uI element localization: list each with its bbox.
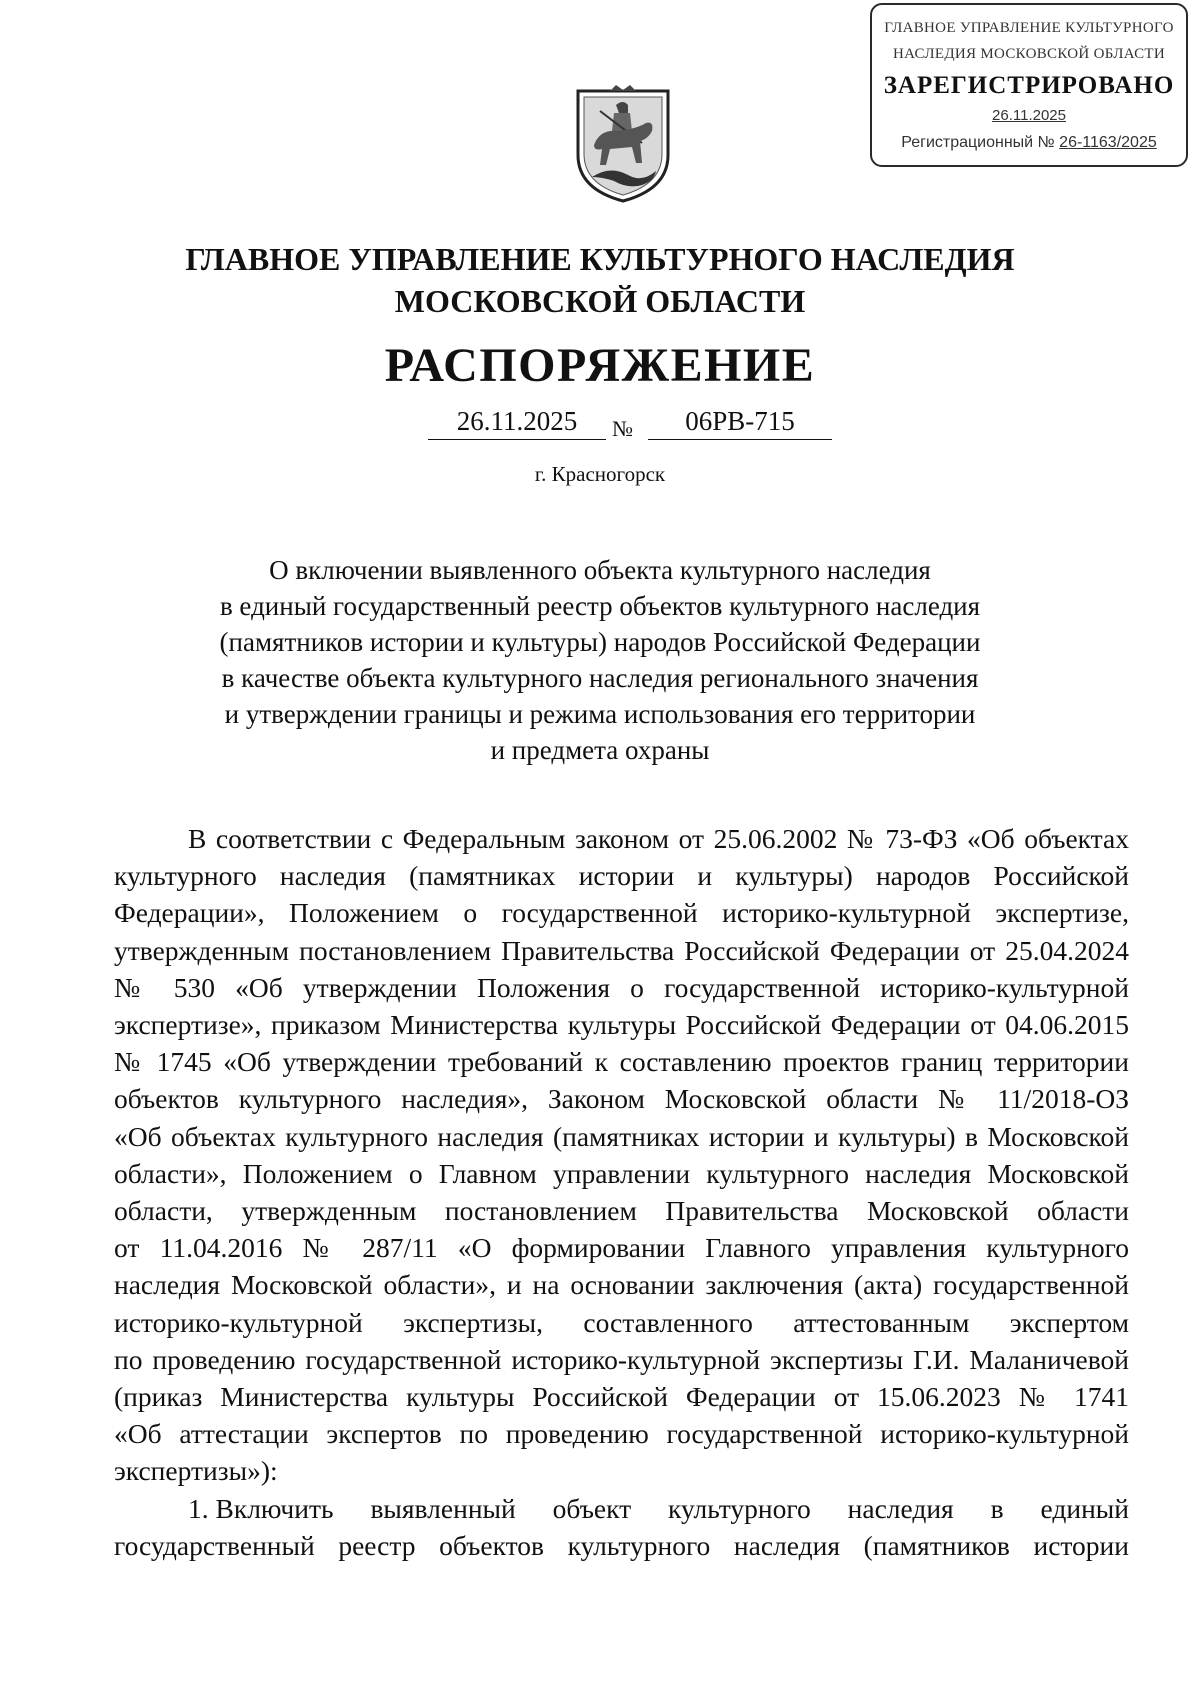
body-line: объектов культурного наследия», Законом Московской области № 11/2018-ОЗ [114,1083,1129,1115]
number-sign: № [612,416,633,441]
body-line: Федерации», Положением о государственной историко-культурной экспертизе, [114,897,1129,929]
subject-line: О включении выявленного объекта культурного наследия [269,555,931,585]
body-line: утвержденным постановлением Правительства Российской Федерации от 25.04.2024 [114,934,1129,966]
subject-line: (памятников истории и культуры) народов Российской Федерации [219,627,981,657]
item-1-word: наследия [847,1493,954,1524]
body-line: области, утвержденным постановлением Правительства Московской области [114,1195,1129,1227]
registration-stamp [870,3,1188,167]
document-type: РАСПОРЯЖЕНИЕ [384,339,816,392]
body-line: области», Положением о Главном управлении культурного наследия Московской [114,1157,1129,1189]
stamp-org-name [872,15,1186,67]
stamp-org-line-2: НАСЛЕДИЯ МОСКОВСКОЙ ОБЛАСТИ [892,46,1165,62]
body-line: № 530 «Об утверждении Положения о государственной историко-культурной [114,971,1129,1003]
stamp-reg-number: 26-1163/2025 [1059,134,1157,151]
item-1-word: 1. Включить [188,1493,334,1524]
item-1-word: единый [1040,1493,1129,1524]
document-subject [0,552,1200,768]
stamp-status: ЗАРЕГИСТРИРОВАНО [883,72,1175,99]
stamp-org-line-1: ГЛАВНОЕ УПРАВЛЕНИЕ КУЛЬТУРНОГО [884,20,1174,36]
moscow-oblast-coat-of-arms-icon [570,85,676,205]
body-line: наследия Московской области», и на основании заключения (акта) государственной [114,1269,1129,1301]
subject-line: в единый государственный реестр объектов культурного наследия [219,591,981,621]
stamp-reg-label: Регистрационный № [901,134,1055,151]
body-line: «Об аттестации экспертов по проведению государственной историко-культурной [114,1418,1129,1450]
stamp-registration [872,134,1186,152]
item-1-line-1 [114,1490,1129,1527]
org-name-line-1: ГЛАВНОЕ УПРАВЛЕНИЕ КУЛЬТУРНОГО НАСЛЕДИЯ [185,241,1015,277]
date-number-line [428,406,832,442]
body-line: по проведению государственной историко-культурной экспертизы Г.И. Маланичевой [114,1343,1129,1375]
subject-line: и предмета охраны [490,735,710,765]
document-date: 26.11.2025 [428,406,606,440]
body-line: от 11.04.2016 № 287/11 «О формировании Главного управления культурного [114,1232,1129,1264]
body-line: № 1745 «Об утверждении требований к составлению проектов границ территории [114,1046,1129,1078]
document-number: 06РВ-715 [648,406,832,440]
item-1-line-2: государственный реестр объектов культурного наследия (памятников истории [114,1530,1129,1562]
body-line: (приказ Министерства культуры Российской Федерации от 15.06.2023 № 1741 [114,1381,1129,1413]
body-line: «Об объектах культурного наследия (памятниках истории и культуры) в Московской [114,1120,1129,1152]
org-name-line-2: МОСКОВСКОЙ ОБЛАСТИ [394,283,806,319]
item-1-word: культурного [668,1493,811,1524]
subject-line: и утверждении границы и режима использования его территории [224,699,976,729]
item-1-paragraph [114,1490,1129,1564]
body-line: культурного наследия (памятниках истории и культуры) народов Российской [114,860,1129,892]
subject-line: в качестве объекта культурного наследия регионального значения [221,663,979,693]
item-1-word: выявленный [370,1493,516,1524]
body-line: экспертизе», приказом Министерства культуры Российской Федерации от 04.06.2015 [114,1009,1129,1041]
body-line: историко-культурной экспертизы, составленного аттестованным экспертом [114,1306,1129,1338]
item-1-word: в [990,1493,1004,1524]
body-line: В соответствии с Федеральным законом от 25.06.2002 № 73-ФЗ «Об объектах [188,823,1129,854]
item-1-word: объект [552,1493,632,1524]
preamble-paragraph [114,820,1129,1490]
city: г. Красногорск [534,462,666,486]
body-line: экспертизы»): [114,1455,278,1487]
stamp-date: 26.11.2025 [992,107,1066,124]
